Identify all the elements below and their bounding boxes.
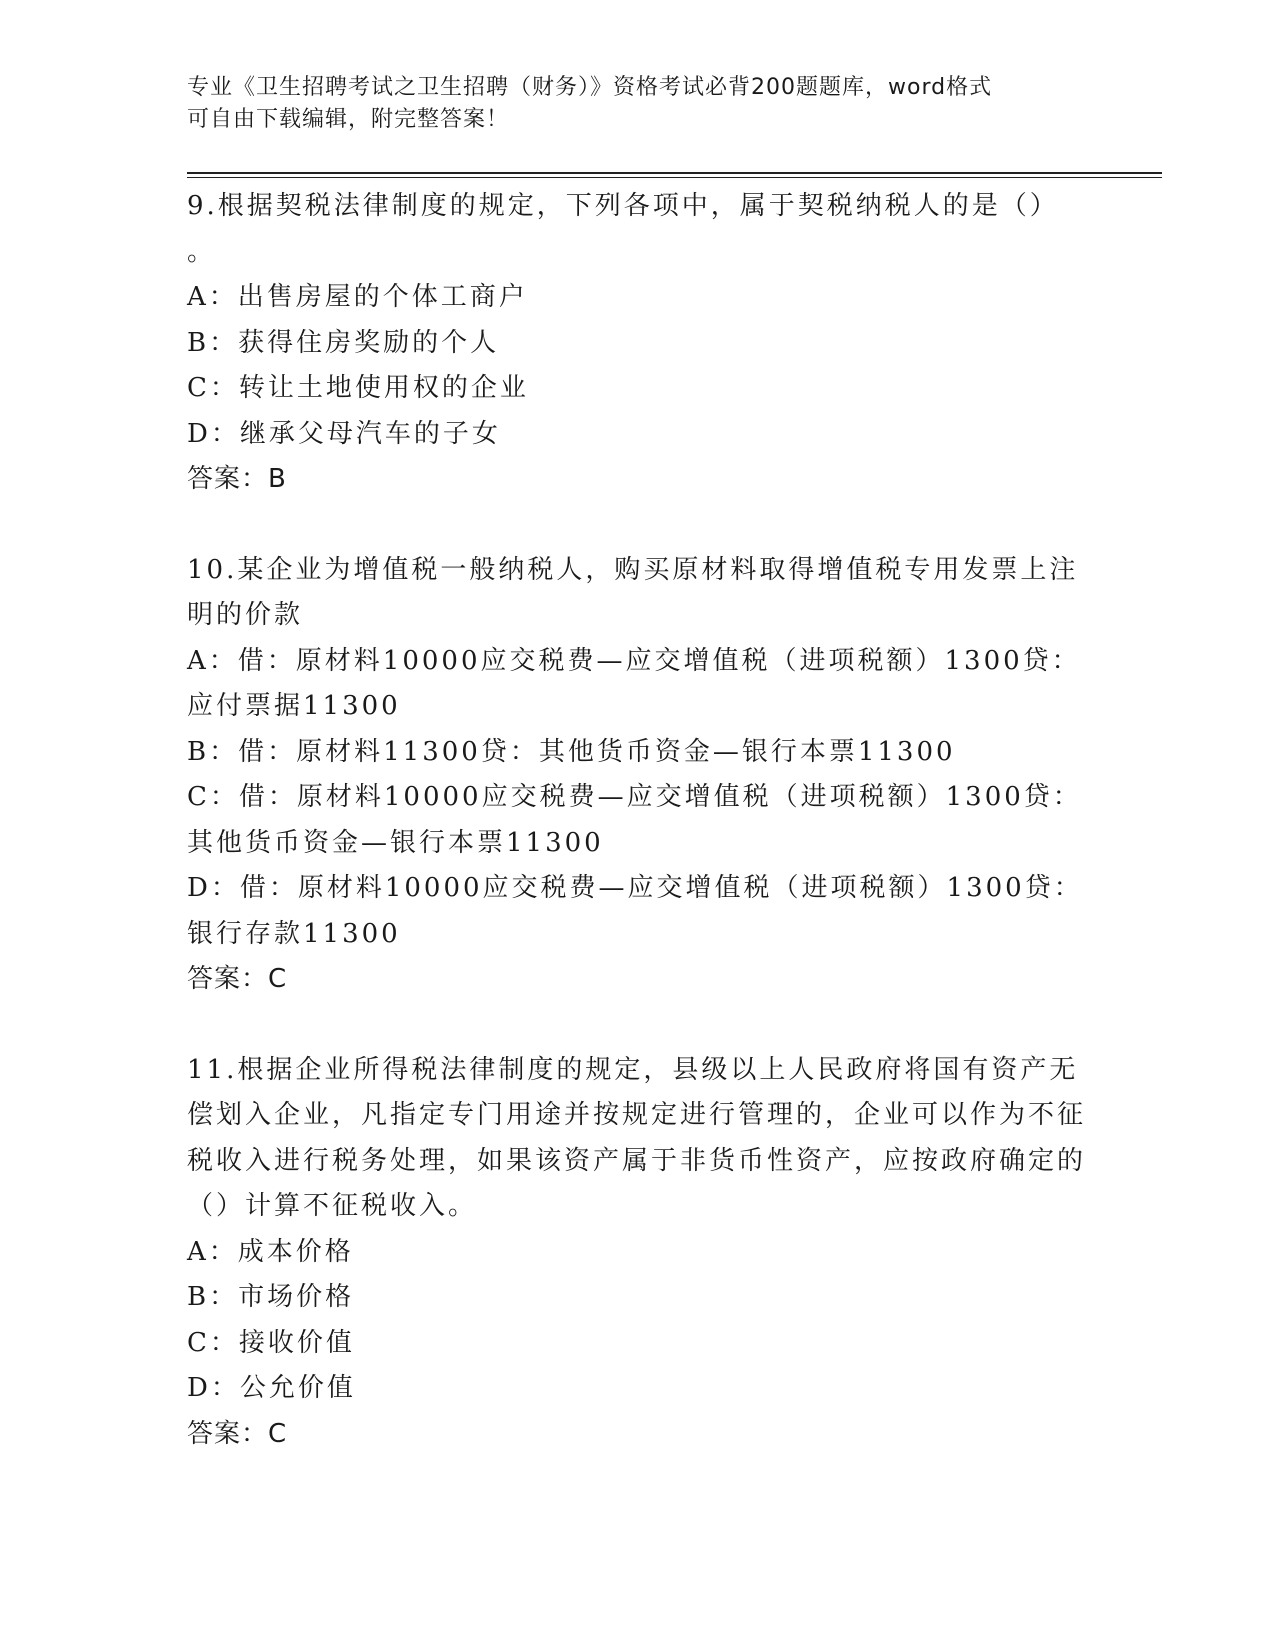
option-b: B：借：原材料11300贷：其他货币资金—银行本票11300	[187, 736, 956, 767]
answer-line: 答案：C	[187, 1418, 288, 1449]
document-page	[187, 72, 1162, 1457]
option-c: C：接收价值	[187, 1327, 355, 1358]
answer-line: 答案：C	[187, 964, 288, 994]
document-header	[187, 72, 1067, 136]
option-d: D：公允价值	[187, 1373, 356, 1403]
option-a: A：出售房屋的个体工商户	[187, 282, 528, 312]
option-a: A：借：原材料10000应交税费—应交增值税（进项税额）1300贷：应付票据11300	[187, 645, 1081, 721]
option-c: C：转让土地使用权的企业	[187, 373, 529, 403]
option-d: D：借：原材料10000应交税费—应交增值税（进项税额）1300贷：银行存款11300	[187, 873, 1083, 949]
header-line-2: 可自由下载编辑，附完整答案！	[187, 107, 510, 132]
option-b: B：获得住房奖励的个人	[187, 327, 500, 358]
question-9	[187, 184, 1087, 503]
question-stem: 10.某企业为增值税一般纳税人，购买原材料取得增值税专用发票上注明的价款	[187, 554, 1079, 630]
answer-line: 答案：B	[187, 464, 287, 494]
question-stem-continuation: 。	[187, 236, 217, 267]
question-stem: 9.根据契税法律制度的规定，下列各项中，属于契税纳税人的是（）	[187, 191, 1059, 221]
question-11	[187, 1048, 1087, 1458]
option-b: B：市场价格	[187, 1282, 355, 1312]
option-a: A：成本价格	[187, 1236, 354, 1267]
option-d: D：继承父母汽车的子女	[187, 418, 501, 449]
header-line-1: 专业《卫生招聘考试之卫生招聘（财务）》资格考试必背200题题库，word格式	[187, 75, 993, 100]
header-divider	[187, 172, 1162, 178]
question-10	[187, 548, 1087, 1003]
option-c: C：借：原材料10000应交税费—应交增值税（进项税额）1300贷：其他货币资金—银行本票11300	[187, 782, 1082, 858]
question-stem: 11.根据企业所得税法律制度的规定，县级以上人民政府将国有资产无偿划入企业，凡指定专门用途并按规定进行管理的，企业可以作为不征税收入进行税务处理，如果该资产属于非货币性资产，应按政府确定的（）计算不征税收入。	[187, 1054, 1087, 1221]
